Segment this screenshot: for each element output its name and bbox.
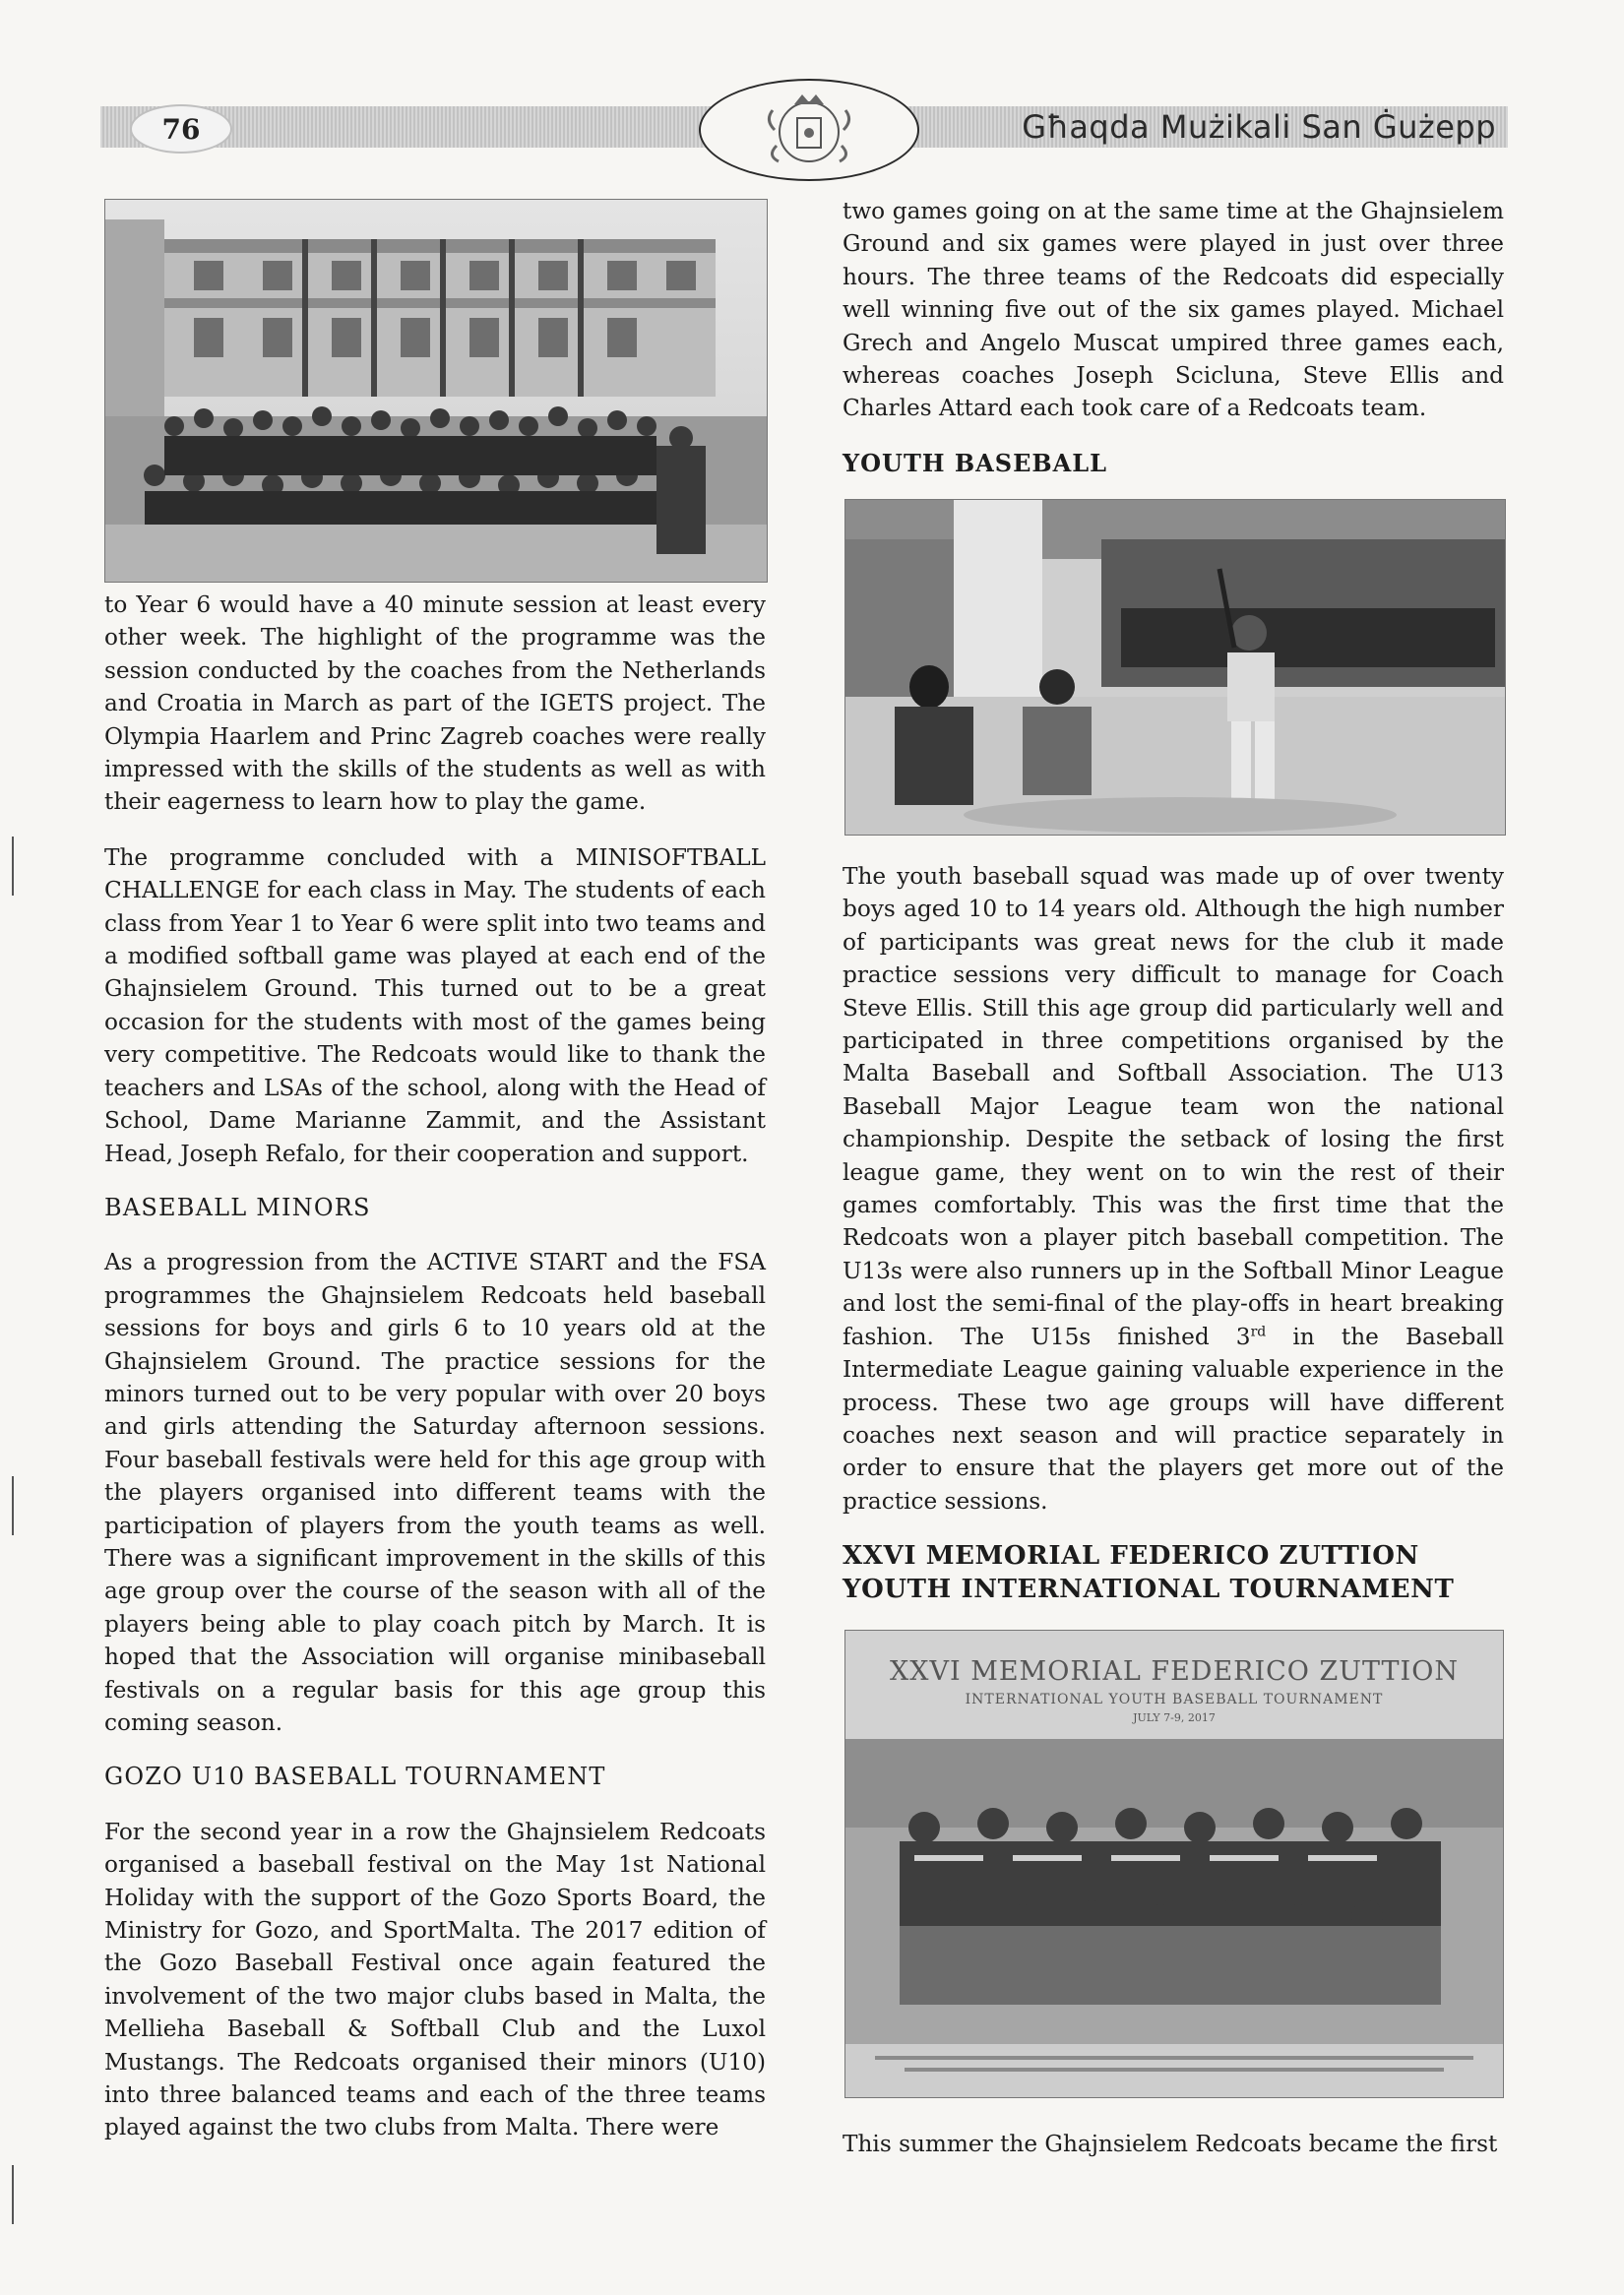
school-group-photo xyxy=(104,199,768,583)
section-heading: YOUTH BASEBALL xyxy=(843,448,1108,477)
body-paragraph: The programme concluded with a MINISOFTBALL CHALLENGE for each class in May. The students of each class from Year 1 to Year 6 were split into two teams and a modified softball game was played at each end of the Ghajnsielem Ground. This turned out to be a great occasion for the students with most of the games being very competitive. The Redcoats would like to thank the teachers and LSAs of the school, along with the Head of School, Dame Marianne Zammit, and the Assistant Head, Joseph Refalo, for their cooperation and support. xyxy=(104,843,766,1167)
body-paragraph: two games going on at the same time at the Ghajnsielem Ground and six games were played in just over three hours. The three teams of the Redcoats did especially well winning five out of the six games played. Michael Grech and Angelo Muscat umpired three games each, whereas coaches Joseph Scicluna, Steve Ellis and Charles Attard each took care of a Redcoats team. xyxy=(843,198,1504,422)
margin-line xyxy=(12,1476,14,1535)
tournament-poster-photo xyxy=(844,1630,1504,2098)
margin-line xyxy=(12,837,14,896)
poster-subtitle: INTERNATIONAL YOUTH BASEBALL TOURNAMENT xyxy=(965,1692,1384,1707)
youth-text-a: The youth baseball squad was made up of over twenty boys aged 10 to 14 years old. Although the high number of participants was great news for the club it made practice sessions very difficult to manage for Coach Steve Ellis. Still this age group did particularly well and participated in three competitions organised by the Malta Baseball and Softball Association. The U13 Baseball Major League team won the national championship. Despite the setback of losing the first league game, they went on to win the rest of their games comfortably. This was the first time that the Redcoats won a player pitch baseball competition. The U13s were also runners up in the Softball Minor League and lost the semi-final of the play-offs in heart breaking fashion. The U15s finished 3 xyxy=(843,863,1504,1350)
section-heading: BASEBALL MINORS xyxy=(104,1193,371,1221)
right-column-top xyxy=(843,195,1504,479)
poster-dates: JULY 7-9, 2017 xyxy=(1133,1711,1216,1724)
margin-line xyxy=(12,2165,14,2224)
section-heading: GOZO U10 BASEBALL TOURNAMENT xyxy=(104,1763,606,1791)
section-heading: XXVI MEMORIAL FEDERICO ZUTTION YOUTH INTERNATIONAL TOURNAMENT xyxy=(843,1541,1455,1605)
youth-baseball-photo xyxy=(844,499,1506,836)
crest-emblem-icon xyxy=(699,79,919,181)
body-paragraph: As a progression from the ACTIVE START and the FSA programmes the Ghajnsielem Redcoats held baseball sessions for boys and girls 6 to 10 years old at the Ghajnsielem Ground. The practice sessions for the minors turned out to be very popular with over 20 boys and girls attending the Saturday afternoon sessions. Four baseball festivals were held for this age group with the players organised into different teams with the participation of players from the youth teams as well. There was a significant improvement in the skills of this age group over the course of the season with all of the players being able to play coach pitch by March. It is hoped that the Association will organise minibaseball festivals on a regular basis for this age group this coming season. xyxy=(104,1249,766,1736)
body-paragraph: For the second year in a row the Ghajnsielem Redcoats organised a baseball festival on the May 1st National Holiday with the support of the Gozo Sports Board, the Ministry for Gozo, and SportMalta. The 2017 edition of the Gozo Baseball Festival once again featured the involvement of the two major clubs based in Malta, the Mellieha Baseball & Softball Club and the Luxol Mustangs. The Redcoats organised their minors (U10) into three balanced teams and each of the three teams played against the two clubs from Malta. There were xyxy=(104,1818,766,2141)
body-paragraph xyxy=(843,860,1504,1518)
page-number: 76 xyxy=(130,104,232,154)
body-paragraph: to Year 6 would have a 40 minute session at least every other week. The highlight of the programme was the session conducted by the coaches from the Netherlands and Croatia in March as part of the IGETS project. The Olympia Haarlem and Princ Zagreb coaches were really impressed with the skills of the students as well as with their eagerness to learn how to play the game. xyxy=(104,591,766,816)
publication-title: Għaqda Mużikali San Ġużepp xyxy=(1022,108,1496,146)
youth-text-b: in the Baseball Intermediate League gaining valuable experience in the process. These two age groups will have different coaches next season and will practice separately in order to ensure that the players get more out of the practice sessions. xyxy=(843,1323,1504,1515)
poster-title: XXVI MEMORIAL FEDERICO ZUTTION xyxy=(890,1656,1459,1687)
right-column-bottom xyxy=(843,2128,1504,2160)
body-paragraph: This summer the Ghajnsielem Redcoats became the first xyxy=(843,2131,1498,2157)
left-column xyxy=(104,589,766,2144)
ordinal-suffix: rd xyxy=(1250,1323,1267,1339)
right-column-middle xyxy=(843,860,1504,1606)
